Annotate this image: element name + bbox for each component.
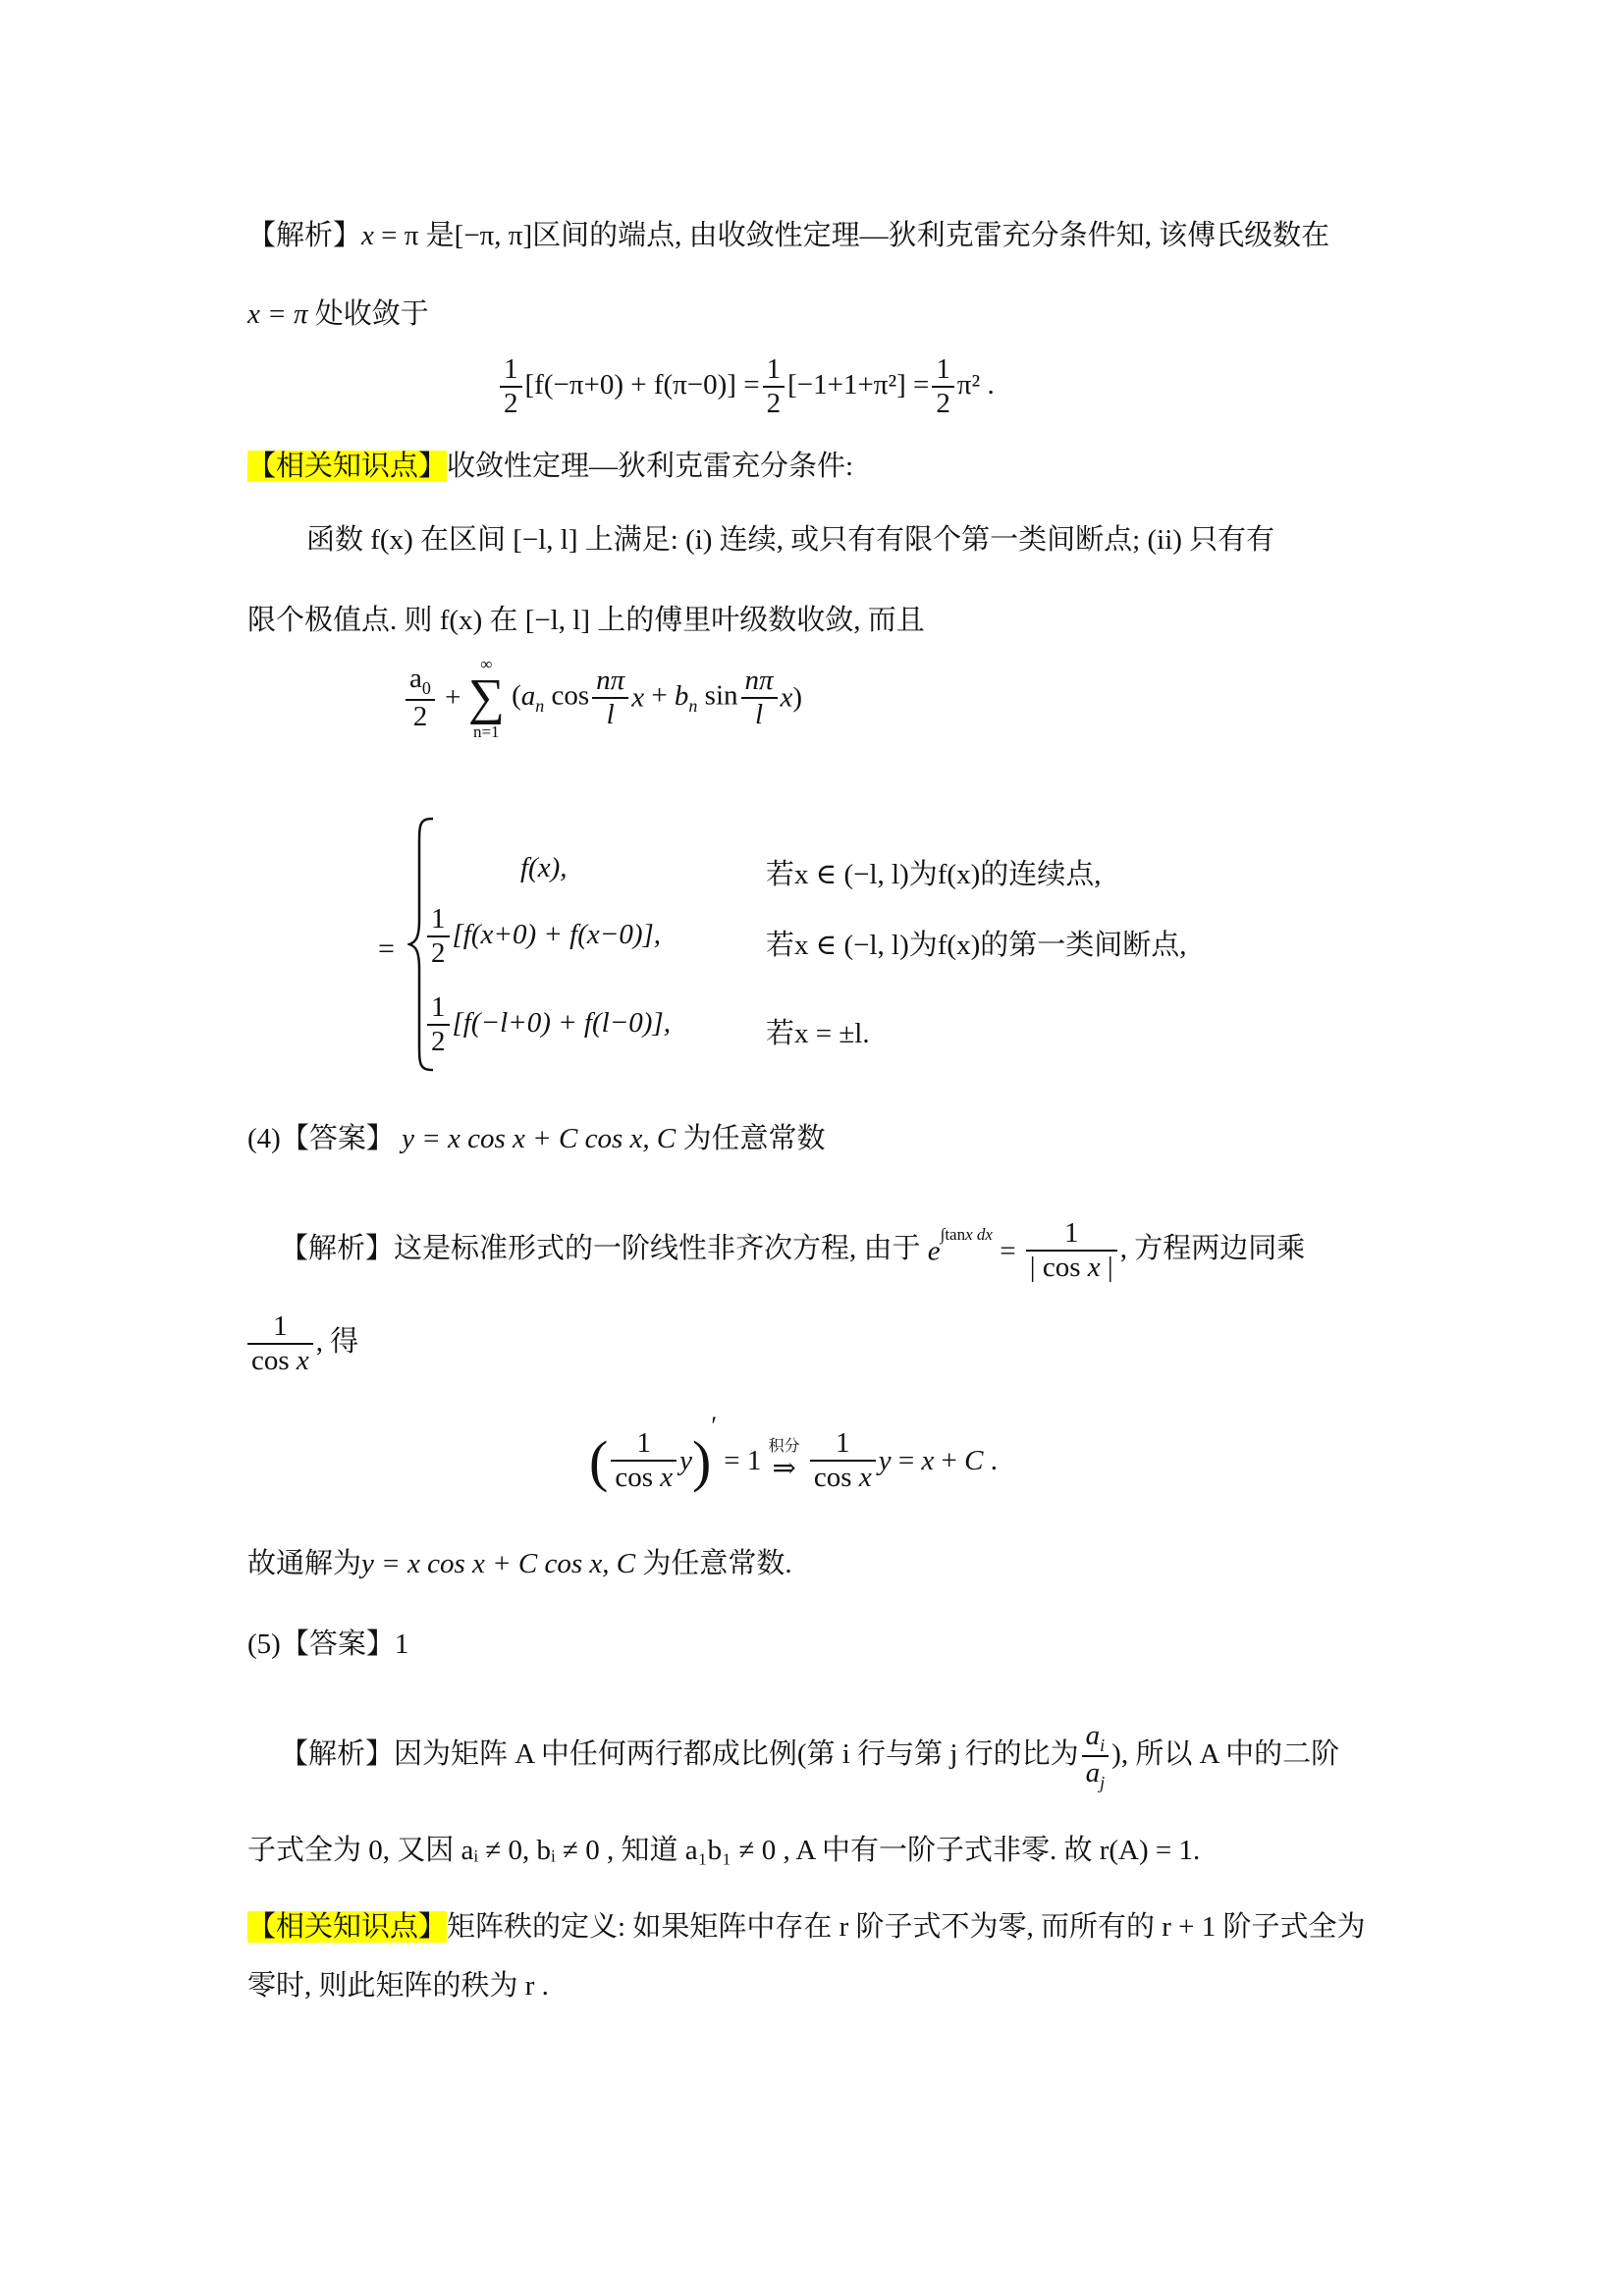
q4-conclusion: 故通解为y = x cos x + C cos x, C 为任意常数. [247, 1548, 792, 1579]
fourier-series-formula: $\frac{a_0}{2}$ + ∞ ∑ n=1 ($a_n$ cos $\frac{n\pi}{l}$ $x + b_n$ sin $\frac{n\pi}{l}$ x) [403, 656, 802, 783]
q4-answer-line: (4)【答案】 y = x cos x + C cos x, C 为任意常数 [247, 1123, 826, 1154]
analysis-line-2: x = π 处收敛于 [247, 298, 429, 330]
theorem-line-2: 限个极值点. 则 f(x) 在 [−l, l] 上的傅里叶级数收敛, 而且 [247, 605, 925, 636]
q4-analysis-line: 【解析】这是标准形式的一阶线性非齐次方程, 由于 $e^{\int tanx dx}$ = $\frac{1}{\text{| cos x |}}$ , 方程两边同乘 [280, 1217, 1306, 1284]
theorem-line-1: 函数 f(x) 在区间 [−l, l] 上满足: (i) 连续, 或只有有限个第一类间断点; (ii) 只有有 [306, 524, 1275, 556]
case-1-value: f(x), [520, 852, 568, 883]
case-1-condition: 若x ∈ (−l, l)为f(x)的连续点, [766, 859, 1102, 890]
analysis-line-1: 【解析】x = π 是[−π, π]区间的端点, 由收敛性定理—狄利克雷充分条件知, 该傅氏级数在 [247, 220, 1330, 251]
q4-label: (4)【答案】 [247, 1123, 395, 1154]
convergence-equation: $\frac{1}{2}$ [f(−π+0) + f(π−0)] = $\frac{1}{2}$ [−1+1+π²] = $\frac{1}{2}$ π² . [497, 353, 995, 421]
q5-answer-line: (5)【答案】1 [247, 1629, 409, 1660]
knowledge-tag: 【相关知识点】 [247, 1911, 448, 1943]
knowledge-line: 【相关知识点】收敛性定理—狄利克雷充分条件: [247, 451, 854, 482]
case-3-condition: 若x = ±l. [766, 1018, 870, 1049]
q4-multiply-line: $\frac{1}{\text{cos x}}$ , 得 [247, 1310, 358, 1378]
knowledge-tag: 【相关知识点】 [247, 451, 448, 482]
q5-knowledge-line: 【相关知识点】矩阵秩的定义: 如果矩阵中存在 r 阶子式不为零, 而所有的 r + 1 阶子式全为 [247, 1911, 1366, 1943]
q5-knowledge-line-2: 零时, 则此矩阵的秩为 r . [247, 1970, 549, 2002]
q5-analysis-line: 【解析】因为矩阵 A 中任何两行都成比例(第 i 行与第 j 行的比为 $\frac{a_i}{a_j}$ ), 所以 A 中的二阶 [280, 1720, 1340, 1793]
document-page: 【解析】x = π 是[−π, π]区间的端点, 由收敛性定理—狄利克雷充分条件知, 该傅氏级数在 x = π 处收敛于 $\frac{1}{2}$ [f(−π+0) + f(π−0)] = $\frac{1}{2}$ [−1+1+π²] = $\frac{1}{2}$ π² . 【相关知识点】收敛性定理—狄利克雷充分条件: 函数 f(x) 在区间 [−l, l] 上满足: (i) 连续, 或只有有限个第一类间断点; (ii) 只有有 限个极值点. 则 f(x) 在 [−l, l] 上的傅里叶级数收敛, 而且 $\frac{a_0}{2}$ + ∞ ∑ n=1 ($a_n$ cos $\frac{n\pi}{l}$ $x + b_n$ sin $\frac{n\pi}{l}$ x) = f(x), 若x ∈ (−l, l)为f(x)的连续点, $\frac{1}{2}$ [f(x+0) + f(x−0)], 若x ∈ (−l, l)为f(x)的第一类间断点, $\frac{1}{2}$ [f(−l+0) + f(l−0)], 若x = ±l. (4)【答案】 y = x cos x + C cos x, C 为任意常数 【解析】这是标准形式的一阶线性非齐次方程, 由于 $e^{\int tanx dx}$ = $\frac{1}{\text{| cos x |}}$ , 方程两边同乘 $\frac{1}{\text{cos x}}$ , 得 ( $\frac{1}{\text{cos x}}$ y)′ = 1 积分 ⇒ $\frac{1}{\text{cos x}}$ y = x + C . 故通解为y = x cos x + C cos x, C 为任意常数. (5)【答案】1 【解析】因为矩阵 A 中任何两行都成比例(第 i 行与第 j 行的比为 $\frac{a_i}{a_j}$ ), 所以 A 中的二阶 子式全为 0, 又因 aᵢ ≠ 0, bᵢ ≠ 0 , 知道 a₁b₁ ≠ 0 , A 中有一阶子式非零. 故 r(A) = 1. 【相关知识点】矩阵秩的定义: 如果矩阵中存在 r 阶子式不为零, 而所有的 r + 1 阶子式全为 零时, 则此矩阵的秩为 r . [0, 0, 1624, 2296]
analysis-tag: 【解析】 [247, 220, 362, 251]
case-2-value: $\frac{1}{2}$ [f(x+0) + f(x−0)], [424, 903, 661, 971]
q5-analysis-line-2: 子式全为 0, 又因 aᵢ ≠ 0, bᵢ ≠ 0 , 知道 a₁b₁ ≠ 0 , A 中有一阶子式非零. 故 r(A) = 1. [247, 1835, 1201, 1866]
case-3-value: $\frac{1}{2}$ [f(−l+0) + f(l−0)], [424, 991, 671, 1059]
case-2-condition: 若x ∈ (−l, l)为f(x)的第一类间断点, [766, 930, 1187, 961]
q4-equation: ( $\frac{1}{\text{cos x}}$ y)′ = 1 积分 ⇒ $\frac{1}{\text{cos x}}$ y = x + C . [589, 1412, 998, 1494]
